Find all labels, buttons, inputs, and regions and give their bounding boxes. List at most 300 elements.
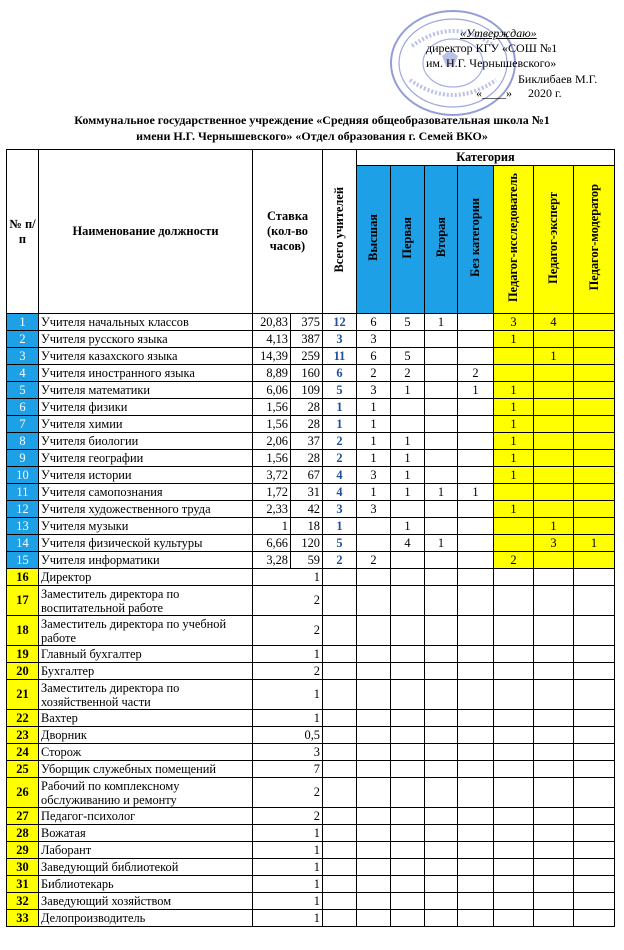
header-total-label: Всего учителей [332,186,346,273]
empty-cell [391,744,425,761]
total-teachers: 2 [323,450,357,467]
category-count: 1 [425,484,458,501]
table-row [7,680,615,710]
category-count [534,450,574,467]
header-category-0 [357,166,391,314]
empty-cell [458,727,494,744]
empty-cell [425,680,458,710]
rate-value: 1 [253,859,323,876]
empty-cell [574,808,615,825]
row-number: 18 [7,616,39,646]
category-count: 3 [534,535,574,552]
category-count [534,416,574,433]
row-number: 9 [7,450,39,467]
total-teachers: 1 [323,399,357,416]
row-number: 33 [7,910,39,927]
empty-cell [458,586,494,616]
category-count [574,450,615,467]
position-name: Библиотекарь [39,876,253,893]
empty-cell [425,825,458,842]
empty-cell [425,569,458,586]
empty-cell [574,616,615,646]
category-count: 1 [357,416,391,433]
empty-cell [391,825,425,842]
header-total [323,150,357,314]
empty-cell [391,710,425,727]
position-name: Учителя химии [39,416,253,433]
empty-cell [391,586,425,616]
category-count [425,450,458,467]
position-name: Вахтер [39,710,253,727]
empty-cell [357,761,391,778]
empty-cell [494,825,534,842]
row-number: 26 [7,778,39,808]
empty-cell [458,825,494,842]
category-count [425,382,458,399]
table-row [7,552,615,569]
category-count [458,433,494,450]
category-count: 5 [391,314,425,331]
hours-value: 387 [291,331,323,348]
category-count: 1 [391,382,425,399]
category-count [494,348,534,365]
category-count: 4 [391,535,425,552]
empty-cell [458,876,494,893]
empty-cell [391,616,425,646]
table-row [7,616,615,646]
empty-cell [458,761,494,778]
table-row [7,859,615,876]
heading-line-2: имени Н.Г. Чернышевского» «Отдел образования г. Семей ВКО» [136,129,488,143]
table-row [7,825,615,842]
category-count: 1 [357,433,391,450]
category-count: 2 [357,365,391,382]
row-number: 23 [7,727,39,744]
category-count [425,467,458,484]
category-count: 1 [357,450,391,467]
empty-cell [425,646,458,663]
category-count [458,331,494,348]
position-name: Учителя музыки [39,518,253,535]
empty-cell [574,842,615,859]
table-row [7,727,615,744]
approval-year: 2020 г. [528,86,562,100]
empty-cell [357,616,391,646]
empty-cell [357,825,391,842]
empty-cell [323,761,357,778]
category-count [494,535,534,552]
category-count [357,535,391,552]
table-row [7,365,615,382]
empty-cell [494,569,534,586]
empty-cell [534,842,574,859]
category-count: 1 [458,484,494,501]
empty-cell [391,910,425,927]
empty-cell [458,680,494,710]
empty-cell [574,910,615,927]
position-name: Учителя информатики [39,552,253,569]
category-count: 2 [458,365,494,382]
empty-cell [494,778,534,808]
heading-line-1: Коммунальное государственное учреждение «Средняя общеобразовательная школа №1 [74,113,550,127]
table-row [7,744,615,761]
table-row [7,569,615,586]
row-number: 22 [7,710,39,727]
approval-title: «Утверждаю» [460,26,537,40]
rate-value: 1,56 [253,416,291,433]
empty-cell [391,876,425,893]
hours-value: 42 [291,501,323,518]
rate-value: 1 [253,876,323,893]
category-count: 3 [357,467,391,484]
empty-cell [425,710,458,727]
empty-cell [425,778,458,808]
hours-value: 120 [291,535,323,552]
total-teachers: 4 [323,484,357,501]
empty-cell [458,842,494,859]
empty-cell [357,910,391,927]
position-name: Делопроизводитель [39,910,253,927]
total-teachers: 1 [323,518,357,535]
row-number: 4 [7,365,39,382]
table-row [7,663,615,680]
header-category-5 [534,166,574,314]
table-row [7,416,615,433]
empty-cell [574,876,615,893]
empty-cell [323,842,357,859]
row-number: 2 [7,331,39,348]
position-name: Лаборант [39,842,253,859]
empty-cell [458,893,494,910]
hours-value: 160 [291,365,323,382]
empty-cell [534,910,574,927]
category-count: 1 [357,484,391,501]
rate-value: 2 [253,778,323,808]
header-category-label: Педагог-исследователь [506,173,520,302]
table-row [7,314,615,331]
table-row [7,450,615,467]
rate-value: 2,33 [253,501,291,518]
category-count [391,416,425,433]
empty-cell [458,910,494,927]
total-teachers: 3 [323,331,357,348]
position-name: Заведующий библиотекой [39,859,253,876]
row-number: 7 [7,416,39,433]
empty-cell [494,842,534,859]
rate-value: 14,39 [253,348,291,365]
rate-value: 1 [253,825,323,842]
empty-cell [574,663,615,680]
empty-cell [425,586,458,616]
row-number: 15 [7,552,39,569]
category-count: 1 [494,433,534,450]
position-name: Педагог-психолог [39,808,253,825]
empty-cell [425,761,458,778]
rate-value: 4,13 [253,331,291,348]
category-count [357,518,391,535]
position-name: Учителя казахского языка [39,348,253,365]
position-name: Главный бухгалтер [39,646,253,663]
empty-cell [574,825,615,842]
row-number: 8 [7,433,39,450]
empty-cell [534,586,574,616]
empty-cell [494,910,534,927]
category-count [574,467,615,484]
category-count: 1 [574,535,615,552]
empty-cell [534,744,574,761]
category-count [534,399,574,416]
category-count [534,433,574,450]
row-number: 27 [7,808,39,825]
category-count [458,450,494,467]
empty-cell [534,616,574,646]
row-number: 20 [7,663,39,680]
category-count [534,484,574,501]
empty-cell [357,727,391,744]
empty-cell [323,646,357,663]
category-count [574,518,615,535]
empty-cell [357,680,391,710]
hours-value: 259 [291,348,323,365]
category-count: 3 [494,314,534,331]
position-name: Учителя художественного труда [39,501,253,518]
empty-cell [494,616,534,646]
row-number: 29 [7,842,39,859]
category-count: 1 [494,450,534,467]
row-number: 6 [7,399,39,416]
category-count: 1 [458,382,494,399]
category-count [534,365,574,382]
category-count [574,416,615,433]
empty-cell [534,569,574,586]
empty-cell [323,744,357,761]
category-count [458,467,494,484]
empty-cell [458,646,494,663]
empty-cell [323,586,357,616]
rate-value: 1 [253,518,291,535]
position-name: Заместитель директора по хозяйственной части [39,680,253,710]
total-teachers: 12 [323,314,357,331]
position-name: Дворник [39,727,253,744]
table-row [7,646,615,663]
category-count: 1 [425,314,458,331]
category-count [534,382,574,399]
empty-cell [494,680,534,710]
empty-cell [425,808,458,825]
hours-value: 18 [291,518,323,535]
empty-cell [574,778,615,808]
row-number: 31 [7,876,39,893]
header-category-1 [391,166,425,314]
category-count [574,348,615,365]
position-name: Учителя математики [39,382,253,399]
rate-value: 6,66 [253,535,291,552]
hours-value: 28 [291,450,323,467]
empty-cell [323,859,357,876]
position-name: Рабочий по комплексному обслуживанию и ремонту [39,778,253,808]
rate-value: 2 [253,586,323,616]
category-count [574,331,615,348]
total-teachers: 1 [323,416,357,433]
table-row [7,761,615,778]
header-category-label: Первая [400,216,414,259]
empty-cell [357,646,391,663]
category-count [574,501,615,518]
total-teachers: 3 [323,501,357,518]
position-name: Учителя биологии [39,433,253,450]
empty-cell [494,876,534,893]
empty-cell [391,778,425,808]
header-number: № п/п [7,150,39,314]
category-count [425,331,458,348]
empty-cell [534,680,574,710]
rate-value: 0,5 [253,727,323,744]
category-count [534,552,574,569]
rate-value: 6,06 [253,382,291,399]
row-number: 14 [7,535,39,552]
table-row [7,518,615,535]
position-name: Вожатая [39,825,253,842]
category-count [458,501,494,518]
category-count [494,365,534,382]
category-count [574,399,615,416]
empty-cell [534,876,574,893]
empty-cell [534,663,574,680]
empty-cell [323,778,357,808]
category-count [391,399,425,416]
hours-value: 109 [291,382,323,399]
row-number: 19 [7,646,39,663]
category-count: 1 [494,501,534,518]
table-row [7,331,615,348]
empty-cell [425,663,458,680]
table-row [7,467,615,484]
hours-value: 37 [291,433,323,450]
category-count: 1 [391,450,425,467]
empty-cell [357,876,391,893]
table-row [7,484,615,501]
empty-cell [574,680,615,710]
rate-value: 7 [253,761,323,778]
category-count [425,433,458,450]
empty-cell [357,859,391,876]
empty-cell [494,893,534,910]
rate-value: 2 [253,808,323,825]
category-count [534,501,574,518]
rate-value: 1 [253,680,323,710]
empty-cell [574,710,615,727]
empty-cell [323,808,357,825]
empty-cell [323,727,357,744]
hours-value: 375 [291,314,323,331]
category-count: 1 [494,382,534,399]
total-teachers: 4 [323,467,357,484]
empty-cell [494,646,534,663]
header-category-label: Педагог-модератор [586,184,601,291]
category-count: 1 [494,467,534,484]
empty-cell [425,910,458,927]
rate-value: 1,56 [253,450,291,467]
empty-cell [534,761,574,778]
empty-cell [534,893,574,910]
empty-cell [357,663,391,680]
category-count [494,484,534,501]
empty-cell [425,727,458,744]
category-count [458,416,494,433]
empty-cell [323,910,357,927]
empty-cell [574,646,615,663]
category-count [458,314,494,331]
empty-cell [574,761,615,778]
position-name: Учителя географии [39,450,253,467]
header-category-3 [458,166,494,314]
position-name: Учителя начальных классов [39,314,253,331]
rate-value: 1,56 [253,399,291,416]
empty-cell [574,859,615,876]
category-count [574,365,615,382]
empty-cell [323,893,357,910]
position-name: Заведующий хозяйством [39,893,253,910]
category-count: 2 [357,552,391,569]
category-count [574,552,615,569]
empty-cell [357,569,391,586]
empty-cell [323,569,357,586]
category-count [425,416,458,433]
empty-cell [425,893,458,910]
rate-value: 3,72 [253,467,291,484]
empty-cell [574,744,615,761]
category-count: 5 [391,348,425,365]
category-count [425,518,458,535]
table-row [7,382,615,399]
category-count: 1 [391,484,425,501]
row-number: 30 [7,859,39,876]
empty-cell [323,663,357,680]
hours-value: 59 [291,552,323,569]
total-teachers: 5 [323,535,357,552]
empty-cell [574,727,615,744]
approval-line-2: им. Н.Г. Чернышевского» [426,56,557,70]
row-number: 28 [7,825,39,842]
category-count [425,399,458,416]
rate-value: 3 [253,744,323,761]
empty-cell [494,710,534,727]
empty-cell [534,859,574,876]
category-count: 1 [357,399,391,416]
rate-value: 1 [253,710,323,727]
empty-cell [357,710,391,727]
document-heading [0,112,624,144]
empty-cell [494,744,534,761]
row-number: 1 [7,314,39,331]
table-row [7,399,615,416]
rate-value: 2 [253,616,323,646]
rate-value: 1 [253,910,323,927]
table-row [7,501,615,518]
category-count [458,518,494,535]
empty-cell [391,727,425,744]
header-category-2 [425,166,458,314]
row-number: 24 [7,744,39,761]
row-number: 17 [7,586,39,616]
empty-cell [458,710,494,727]
row-number: 21 [7,680,39,710]
empty-cell [323,616,357,646]
empty-cell [494,586,534,616]
rate-value: 2,06 [253,433,291,450]
empty-cell [458,808,494,825]
empty-cell [458,569,494,586]
